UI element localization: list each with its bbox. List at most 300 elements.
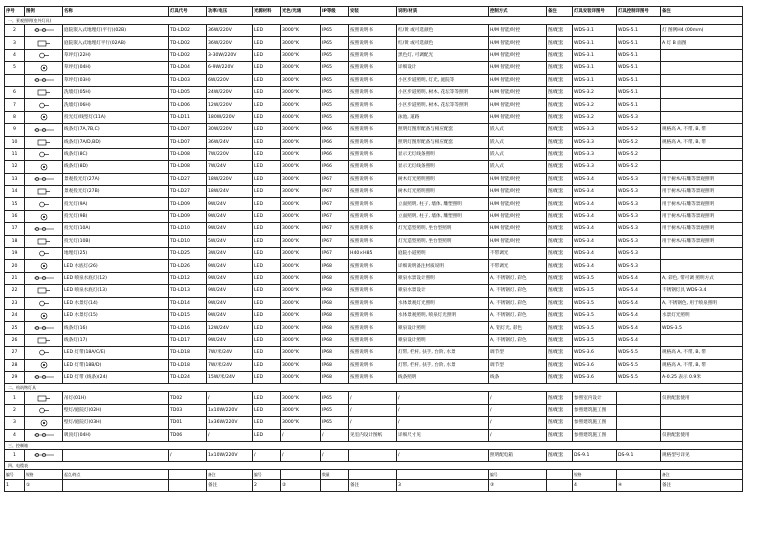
cell-ctrl: 调节型 <box>489 347 547 359</box>
cell-cct: 3000°K <box>281 198 321 210</box>
cell-ip: IP65 <box>321 111 349 123</box>
cell-d2: WDS-5.3 <box>617 248 661 260</box>
cell-d1: WDS-3.3 <box>573 161 617 173</box>
cell-d1: WDS-3.1 <box>573 74 617 86</box>
cell-mount: 按照说明书 <box>349 322 397 334</box>
cell-note: 图/配套 <box>547 449 573 461</box>
cell-desc: 详细尺寸见 <box>397 429 489 441</box>
cell-d2: WDS-5.5 <box>617 347 661 359</box>
cell-name: 投光灯(10B) <box>63 235 169 247</box>
cell-code: TD-LD13 <box>169 285 207 297</box>
cell-desc: 显示无灯线条照明 <box>397 161 489 173</box>
cell-name: 线条灯(16) <box>63 322 169 334</box>
cell-d1: WDS-3.1 <box>573 49 617 61</box>
header-cell: 序号 <box>5 7 25 17</box>
cell-note: 图/配套 <box>547 429 573 441</box>
cell-ip: IP67 <box>321 198 349 210</box>
cable-cell <box>63 480 169 492</box>
cell-ip: IP68 <box>321 334 349 346</box>
light-row <box>5 161 743 173</box>
cell-note: 图/配套 <box>547 371 573 383</box>
cell-cct: 3000°K <box>281 417 321 429</box>
cell-code: TD-LD24 <box>169 371 207 383</box>
cell-code: TD-LD18 <box>169 347 207 359</box>
cell-mount: H40×H85 <box>349 248 397 260</box>
cell-cct: 4000°K <box>281 111 321 123</box>
cell-d2 <box>617 429 661 441</box>
cell-code: TD-LD04 <box>169 62 207 74</box>
header-cell: 功率/电压 <box>207 7 253 17</box>
cell-note: 图/配套 <box>547 272 573 284</box>
light-row <box>5 186 743 198</box>
header-cell: 灯具代号 <box>169 7 207 17</box>
cell-rem: A 灯 B 面图 <box>661 37 743 49</box>
cell-no: 12 <box>5 161 25 173</box>
cell-rem: 灯 图例H4 (00mm) <box>661 25 743 37</box>
cable-header-cell <box>397 470 489 480</box>
cell-note: 图/配套 <box>547 417 573 429</box>
cell-src: LED <box>253 359 281 371</box>
legend-symbol <box>25 37 63 49</box>
light-row <box>5 334 743 346</box>
cell-cct: 3000°K <box>281 392 321 404</box>
cable-row <box>5 480 743 492</box>
header-cell: 名称 <box>63 7 169 17</box>
cell-note: 图/配套 <box>547 297 573 309</box>
cell-desc: 喷泉设计照明 <box>397 322 489 334</box>
cell-power: 5W/24V <box>207 235 253 247</box>
cell-src: LED <box>253 285 281 297</box>
cell-code: TD-LD07 <box>169 124 207 136</box>
cell-name: LED 喷泉水底灯(13) <box>63 285 169 297</box>
cell-ctrl: A, 不锈钢灯, 彩色 <box>489 285 547 297</box>
cell-cct: 3000°K <box>281 272 321 284</box>
cell-ip: IP68 <box>321 272 349 284</box>
cell-mount: 按照说明书 <box>349 111 397 123</box>
cell-power: 6W/220V <box>207 74 253 86</box>
lighting-schedule-table <box>4 6 743 492</box>
legend-symbol <box>25 111 63 123</box>
cell-rem <box>661 148 743 160</box>
cell-code: TD02 <box>169 392 207 404</box>
cell-rem <box>661 74 743 86</box>
cell-ip: IP68 <box>321 285 349 297</box>
cell-desc: 水体景观灯光照明 <box>397 297 489 309</box>
cell-desc: 详细设计 <box>397 62 489 74</box>
cell-power: / <box>207 392 253 404</box>
cell-ctrl: H/M 智能/时控 <box>489 99 547 111</box>
cell-d1: WDS-3.4 <box>573 248 617 260</box>
cell-no: 27 <box>5 347 25 359</box>
cell-src: LED <box>253 111 281 123</box>
cell-power: 36W/24V <box>207 136 253 148</box>
cell-d2: WDS-5.2 <box>617 161 661 173</box>
light-row <box>5 37 743 49</box>
cell-mount: 按照说明书 <box>349 210 397 222</box>
cell-d2 <box>617 404 661 416</box>
cell-src: LED <box>253 49 281 61</box>
light-row <box>5 198 743 210</box>
cell-name: 景观投光灯(27A) <box>63 173 169 185</box>
cell-desc: 喷泉设计照明 <box>397 334 489 346</box>
cell-src: LED <box>253 148 281 160</box>
cell-power: 18W/24V <box>207 186 253 198</box>
cell-note: 图/配套 <box>547 186 573 198</box>
cell-cct: 3000°K <box>281 371 321 383</box>
cell-desc: 红/黄 或可选颜色 <box>397 25 489 37</box>
cell-d2: WDS-5.1 <box>617 74 661 86</box>
cell-d1: WDS-3.6 <box>573 347 617 359</box>
cell-d1: WDS-3.4 <box>573 260 617 272</box>
cell-name: 庭院嵌入式地埋灯平行(02AB) <box>63 37 169 49</box>
cell-ctrl: 嵌入式 <box>489 161 547 173</box>
cell-note: 图/配套 <box>547 309 573 321</box>
cell-d2: WDS-5.3 <box>617 235 661 247</box>
structure-row <box>5 429 743 441</box>
cell-name: 线条灯(8C) <box>63 148 169 160</box>
cell-name: 投光灯(10A) <box>63 223 169 235</box>
cell-d1: WDS-3.4 <box>573 223 617 235</box>
cell-code: TD-LD08 <box>169 161 207 173</box>
cell-name: 草坪灯(04H) <box>63 62 169 74</box>
cell-no: 25 <box>5 322 25 334</box>
cell-name: 草坪灯(03H) <box>63 74 169 86</box>
cell-ctrl: 嵌入式 <box>489 124 547 136</box>
cell-power: 9W/24V <box>207 210 253 222</box>
cell-rem: 用于树木/石雕等景观照明 <box>661 186 743 198</box>
light-row <box>5 124 743 136</box>
cell-code: TD-LD02 <box>169 49 207 61</box>
legend-symbol <box>25 322 63 334</box>
cell-cct: 3000°K <box>281 210 321 222</box>
cell-power: 9W/24V <box>207 223 253 235</box>
cell-src: LED <box>253 272 281 284</box>
cell-d1: WDS-3.2 <box>573 99 617 111</box>
cable-header-cell: 规格 <box>25 470 63 480</box>
cell-code: TD-LD27 <box>169 173 207 185</box>
light-row <box>5 136 743 148</box>
cell-power: 18W/220V <box>207 173 253 185</box>
cell-d2: WDS-5.3 <box>617 198 661 210</box>
cell-cct: 3000°K <box>281 359 321 371</box>
cell-src: LED <box>253 86 281 98</box>
cell-desc: 灯带, 栏杆, 扶手, 台阶, 水景 <box>397 359 489 371</box>
cell-d2: DS-9.1 <box>617 449 661 461</box>
cell-note: 图/配套 <box>547 248 573 260</box>
cell-code: TD-LD17 <box>169 334 207 346</box>
cell-src: LED <box>253 136 281 148</box>
cell-desc: 泳池, 道路 <box>397 111 489 123</box>
cell-cct: 3000°K <box>281 25 321 37</box>
cell-code: TD-LD15 <box>169 309 207 321</box>
cell-note: 图/配套 <box>547 260 573 272</box>
cell-ctrl: A, 不锈钢灯, 彩色 <box>489 309 547 321</box>
cell-mount: 按照说明书 <box>349 37 397 49</box>
cell-no: 3 <box>5 37 25 49</box>
cell-cct: 3000°K <box>281 334 321 346</box>
cell-desc: 喷泉水景设计 <box>397 285 489 297</box>
cell-code: TD03 <box>169 404 207 416</box>
cell-mount: 按照说明书 <box>349 186 397 198</box>
cell-power: 7W/220V <box>207 148 253 160</box>
cell-name: 壁灯/庭院灯(02H) <box>63 404 169 416</box>
cell-note: 图/配套 <box>547 347 573 359</box>
light-row <box>5 309 743 321</box>
panel-row <box>5 449 743 461</box>
legend-symbol <box>25 260 63 272</box>
cell-note: 图/配套 <box>547 111 573 123</box>
cable-cell: 2 <box>253 480 281 492</box>
cell-no: 5 <box>5 62 25 74</box>
cell-name: 吊灯(01H) <box>63 392 169 404</box>
cell-power: 7W/米/24V <box>207 347 253 359</box>
cell-d2: WDS-5.4 <box>617 309 661 321</box>
cell-ctrl: H/M 智能/时控 <box>489 25 547 37</box>
header-cell: 控制方式 <box>489 7 547 17</box>
cell-mount: 按照说明书 <box>349 359 397 371</box>
cell-name: 线条灯(8D) <box>63 161 169 173</box>
cell-note: 图/配套 <box>547 124 573 136</box>
legend-symbol <box>25 210 63 222</box>
cell-d1: WDS-3.3 <box>573 148 617 160</box>
cell-rem: 水景灯光照明 <box>661 309 743 321</box>
cell-mount: 按照说明书 <box>349 124 397 136</box>
cell-mount: / <box>349 404 397 416</box>
cell-src: LED <box>253 347 281 359</box>
cable-header-cell: 编号 <box>489 470 547 480</box>
cell-cct: 3000°K <box>281 49 321 61</box>
cable-cell <box>547 480 573 492</box>
cell-note: 图/配套 <box>547 25 573 37</box>
legend-symbol <box>25 392 63 404</box>
cell-desc: / <box>397 417 489 429</box>
cell-desc: 庭院小道照明 <box>397 248 489 260</box>
cell-d2: WDS-5.1 <box>617 62 661 74</box>
cell-cct: 3000°K <box>281 99 321 111</box>
cell-d1: WDS-3.5 <box>573 309 617 321</box>
cell-src: LED <box>253 429 281 441</box>
cell-ip: IP66 <box>321 136 349 148</box>
cell-rem: 规格高 A, 不带, B, 带 <box>661 347 743 359</box>
cell-name <box>63 449 169 461</box>
cell-no: 19 <box>5 248 25 260</box>
cell-mount: 按照说明书 <box>349 260 397 272</box>
cell-mount: / <box>349 417 397 429</box>
light-row <box>5 235 743 247</box>
cell-d1: WDS-3.5 <box>573 334 617 346</box>
cell-rem: 用于树木/石雕等景观照明 <box>661 235 743 247</box>
cell-src: LED <box>253 371 281 383</box>
cell-ctrl: H/M 智能/时控 <box>489 86 547 98</box>
cell-ip: IP67 <box>321 223 349 235</box>
cell-power: 9W/24V <box>207 272 253 284</box>
cell-rem <box>661 260 743 272</box>
cell-no: 2 <box>5 404 25 416</box>
legend-symbol <box>25 74 63 86</box>
legend-symbol <box>25 49 63 61</box>
cell-no: 24 <box>5 309 25 321</box>
legend-symbol <box>25 347 63 359</box>
cell-ip: / <box>321 429 349 441</box>
cell-ip: IP65 <box>321 404 349 416</box>
cell-no: 18 <box>5 235 25 247</box>
cell-no <box>5 74 25 86</box>
cell-cct: 3000°K <box>281 404 321 416</box>
cell-note: 图/配套 <box>547 198 573 210</box>
cell-mount <box>349 449 397 461</box>
cell-note: 图/配套 <box>547 62 573 74</box>
cell-src: LED <box>253 322 281 334</box>
header-cell: 光源材料 <box>253 7 281 17</box>
cell-ctrl: A, 不锈钢灯, 彩色 <box>489 334 547 346</box>
cell-power: 12W/220V <box>207 99 253 111</box>
cell-src: LED <box>253 37 281 49</box>
cell-ctrl: H/M 智能/时控 <box>489 235 547 247</box>
cell-desc: 黑色灯, 可调配光 <box>397 49 489 61</box>
light-row <box>5 285 743 297</box>
cell-ip: IP65 <box>321 37 349 49</box>
legend-symbol <box>25 235 63 247</box>
cell-code: TD-LD09 <box>169 198 207 210</box>
cell-d1: WDS-3.4 <box>573 173 617 185</box>
cell-d2: WDS-5.1 <box>617 86 661 98</box>
cell-power: 1x36W/220V <box>207 417 253 429</box>
cell-name: 地埋灯(25) <box>63 248 169 260</box>
cell-name: 线条灯(7A,7B,C) <box>63 124 169 136</box>
header-cell: 图例 <box>25 7 63 17</box>
legend-symbol <box>25 272 63 284</box>
cell-ctrl: / <box>489 417 547 429</box>
header-row <box>5 7 743 17</box>
light-row <box>5 25 743 37</box>
cell-mount: 按照说明书 <box>349 223 397 235</box>
cell-d1: WDS-3.1 <box>573 25 617 37</box>
cell-code: TD-LD07 <box>169 136 207 148</box>
cell-code: TD-LD03 <box>169 74 207 86</box>
cell-src: LED <box>253 25 281 37</box>
header-cell: 备注 <box>661 7 743 17</box>
cell-ctrl: H/M 智能/时控 <box>489 49 547 61</box>
cell-note: 图/配套 <box>547 235 573 247</box>
cell-cct: 3000°K <box>281 285 321 297</box>
legend-symbol <box>25 62 63 74</box>
cell-power: 30W/220V <box>207 124 253 136</box>
cell-desc: 详细说明备注材质说明 <box>397 260 489 272</box>
cell-d2: WDS-5.1 <box>617 25 661 37</box>
cell-mount: 按照说明书 <box>349 136 397 148</box>
cell-d1: 参照建筑施工图 <box>573 429 617 441</box>
cell-src: LED <box>253 334 281 346</box>
legend-symbol <box>25 309 63 321</box>
legend-symbol <box>25 25 63 37</box>
cell-no: 17 <box>5 223 25 235</box>
cell-mount: 按照说明书 <box>349 347 397 359</box>
cable-header-row <box>5 470 743 480</box>
cable-cell <box>321 480 349 492</box>
cell-ip: IP67 <box>321 235 349 247</box>
cell-code: TD-LD14 <box>169 297 207 309</box>
cell-d1: 参照室内设计 <box>573 392 617 404</box>
cell-power: 7W/24V <box>207 161 253 173</box>
cable-cell: ④ <box>617 480 661 492</box>
legend-symbol <box>25 173 63 185</box>
light-row <box>5 272 743 284</box>
cell-ip: IP67 <box>321 173 349 185</box>
cell-rem: 用于树木/石雕等景观照明 <box>661 198 743 210</box>
cell-cct: 3000°K <box>281 223 321 235</box>
cell-ip: IP66 <box>321 124 349 136</box>
cell-mount: 按照说明书 <box>349 285 397 297</box>
cable-header-cell: 编号 <box>253 470 281 480</box>
cell-rem: 规格高 A, 不带, B, 带 <box>661 136 743 148</box>
legend-symbol <box>25 359 63 371</box>
cable-header-cell <box>349 470 397 480</box>
cell-mount: 按照说明书 <box>349 309 397 321</box>
cable-cell: ② <box>281 480 321 492</box>
cell-desc: 灯光造型照明, 坐台型照明 <box>397 235 489 247</box>
cell-name: 投光灯(9B) <box>63 210 169 222</box>
cell-ip: IP65 <box>321 392 349 404</box>
cell-rem <box>661 248 743 260</box>
cell-note: 图/配套 <box>547 334 573 346</box>
light-row <box>5 173 743 185</box>
cell-rem: 规格高 A, 不带, B, 带 <box>661 359 743 371</box>
cable-header-cell: 备注 <box>207 470 253 480</box>
cell-d1: WDS-3.1 <box>573 37 617 49</box>
cell-cct: 3000°K <box>281 37 321 49</box>
cell-desc: 红/黄 或可选颜色 <box>397 37 489 49</box>
cell-ip: IP65 <box>321 417 349 429</box>
cell-no: 23 <box>5 297 25 309</box>
cell-power: / <box>207 429 253 441</box>
cell-ip: IP68 <box>321 371 349 383</box>
cell-name: LED 灯带(18A/C/E) <box>63 347 169 359</box>
legend-symbol <box>25 371 63 383</box>
cell-cct: 3000°K <box>281 248 321 260</box>
cell-cct: 3000°K <box>281 235 321 247</box>
cell-ctrl: H/M 智能/时控 <box>489 223 547 235</box>
header-cell: 灯具安装详图号 <box>573 7 617 17</box>
light-row <box>5 359 743 371</box>
cell-ctrl: 线条 <box>489 371 547 383</box>
cell-d2: WDS-5.1 <box>617 37 661 49</box>
cell-ip: IP66 <box>321 148 349 160</box>
cell-d2: WDS-5.2 <box>617 124 661 136</box>
cell-power: 1x10W/220V <box>207 404 253 416</box>
cell-mount: 按照说明书 <box>349 74 397 86</box>
cell-code: TD-LD08 <box>169 148 207 160</box>
cell-power: 6-9W/220V <box>207 62 253 74</box>
cell-rem: A-0.25 表示 0.9米 <box>661 371 743 383</box>
cell-ctrl: 调节型 <box>489 359 547 371</box>
cell-d2: WDS-5.2 <box>617 148 661 160</box>
cell-ctrl: / <box>489 392 547 404</box>
cell-desc: 线条照明 <box>397 371 489 383</box>
cell-mount: 按照说明书 <box>349 86 397 98</box>
cell-cct: 3000°K <box>281 322 321 334</box>
cell-power: 15W/米/24V <box>207 371 253 383</box>
cell-name: 壁灯/庭院灯(03H) <box>63 417 169 429</box>
cable-cell: 3 <box>397 480 489 492</box>
cell-d2: WDS-5.1 <box>617 49 661 61</box>
cell-note: 图/配套 <box>547 136 573 148</box>
cell-d2: WDS-5.4 <box>617 297 661 309</box>
cell-code: TD-LD27 <box>169 186 207 198</box>
cell-name: 景观投光灯(27B) <box>63 186 169 198</box>
cell-desc: 树木灯光照明照明 <box>397 173 489 185</box>
cell-no: 8 <box>5 111 25 123</box>
light-row <box>5 371 743 383</box>
